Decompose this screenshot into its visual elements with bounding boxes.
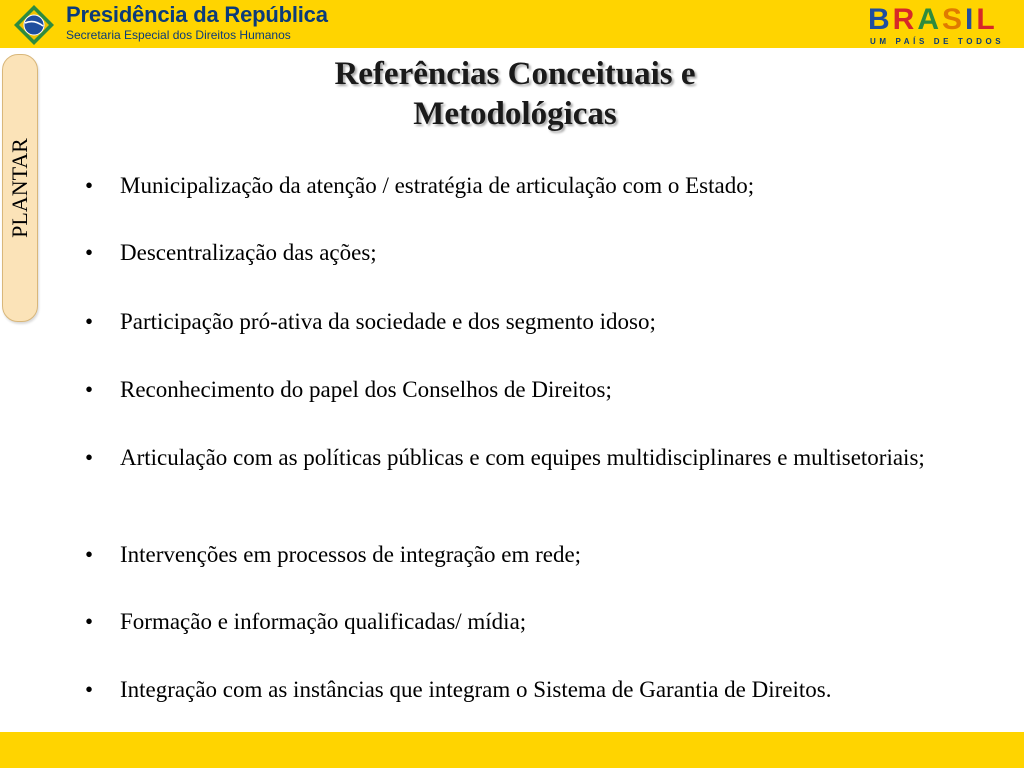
- side-tab-label: PLANTAR: [7, 138, 32, 238]
- bullet-text: Municipalização da atenção / estratégia de articulação com o Estado;: [120, 173, 755, 198]
- bullet-text: Reconhecimento do papel dos Conselhos de Direitos;: [120, 377, 612, 402]
- bullet-text: Participação pró-ativa da sociedade e dos segmento idoso;: [120, 309, 656, 334]
- bullet-marker: •: [85, 309, 94, 334]
- bullet-text: Intervenções em processos de integração em rede;: [120, 542, 582, 567]
- bullet-marker: •: [85, 542, 94, 567]
- brand-letter: I: [965, 3, 977, 36]
- bullet-marker: •: [85, 240, 94, 265]
- brand-letter: R: [892, 3, 918, 36]
- org-subtitle: Secretaria Especial dos Direitos Humanos: [66, 28, 291, 42]
- bullet-text: Articulação com as políticas públicas e com equipes multidisciplinares e multisetoriais;: [120, 445, 925, 470]
- bullet-text: Formação e informação qualificadas/ mídia;: [120, 609, 527, 634]
- brand-letter: A: [917, 3, 943, 36]
- bullet-marker: •: [85, 377, 94, 402]
- bullet-marker: •: [85, 445, 94, 470]
- bullet-marker: •: [85, 677, 94, 702]
- bullet-marker: •: [85, 609, 94, 634]
- bullet-item: [85, 610, 965, 633]
- bullet-text: Descentralização das ações;: [120, 240, 377, 265]
- bullet-item: [85, 678, 965, 701]
- bullet-item: [85, 543, 965, 566]
- brand-letter: B: [868, 3, 893, 36]
- bullet-item: [85, 446, 965, 469]
- brand-letter: S: [942, 3, 966, 36]
- bullet-item: [85, 174, 965, 197]
- slide-title-line-2: Metodológicas: [413, 96, 617, 132]
- bullet-item: [85, 241, 965, 264]
- bullet-item: [85, 378, 965, 401]
- bullet-marker: •: [85, 173, 94, 198]
- org-name: Presidência da República: [66, 2, 328, 27]
- footer-bar: [0, 732, 1024, 768]
- brasil-logo-tagline: UM PAÍS DE TODOS: [870, 37, 1005, 46]
- bullet-text: Integração com as instâncias que integram o Sistema de Garantia de Direitos.: [120, 677, 832, 702]
- slide-title-line-1: Referências Conceituais e: [334, 56, 696, 92]
- brand-letter: L: [976, 3, 998, 36]
- bullet-item: [85, 310, 965, 333]
